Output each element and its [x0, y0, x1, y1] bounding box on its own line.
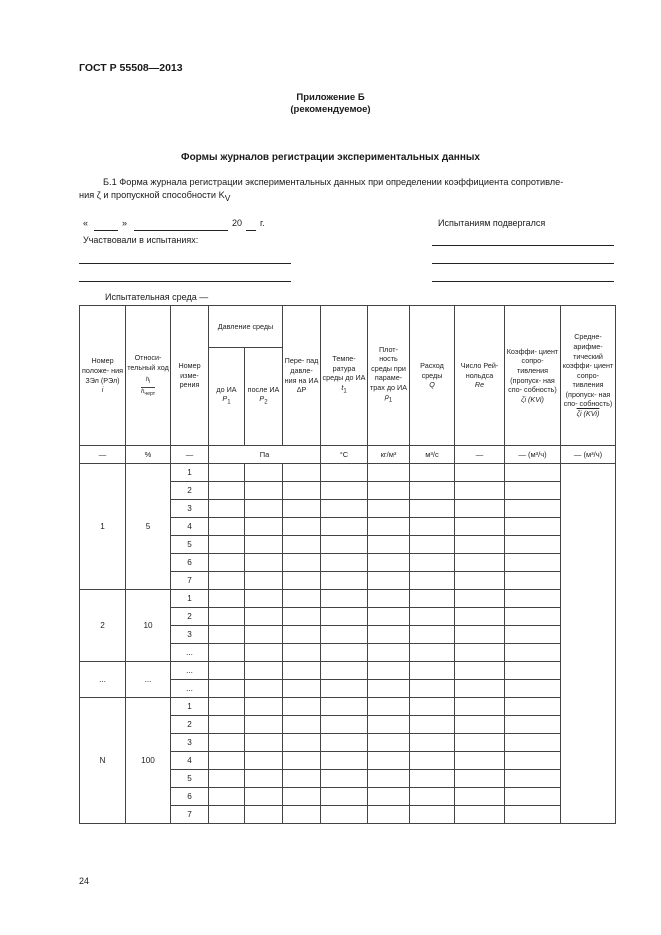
position-cell: 1 [80, 464, 126, 590]
unit-cell: Па [209, 446, 321, 464]
entry-cell[interactable] [410, 806, 455, 824]
section-title: Формы журналов регистрации экспериментальных данных [181, 152, 480, 163]
entry-cell[interactable] [368, 608, 410, 626]
header-mean-sym: ζi (KVi) [576, 409, 600, 419]
entry-cell[interactable] [321, 734, 368, 752]
entry-cell[interactable] [209, 536, 245, 554]
entry-cell[interactable] [410, 626, 455, 644]
entry-cell[interactable] [410, 590, 455, 608]
entry-cell[interactable] [455, 770, 505, 788]
entry-cell[interactable] [410, 698, 455, 716]
entry-cell[interactable] [368, 716, 410, 734]
entry-cell[interactable] [505, 626, 561, 644]
header-after-sub: 2 [264, 399, 268, 406]
measure-cell: 6 [171, 554, 209, 572]
unit-cell: — [171, 446, 209, 464]
header-drop-text: Пере- пад давле- ния на ИА [284, 356, 319, 385]
header-temp [321, 306, 368, 446]
measure-cell: 3 [171, 500, 209, 518]
quote-close: » [122, 218, 128, 228]
mean-value-cell[interactable] [561, 464, 616, 824]
entry-cell[interactable] [245, 518, 283, 536]
entry-cell[interactable] [321, 518, 368, 536]
entry-cell[interactable] [209, 590, 245, 608]
entry-cell[interactable] [368, 482, 410, 500]
table-row [80, 698, 616, 716]
entry-cell[interactable] [505, 680, 561, 698]
entry-cell[interactable] [321, 464, 368, 482]
frac-num: h [145, 376, 150, 384]
header-before-sub: 1 [227, 399, 231, 406]
entry-cell[interactable] [321, 680, 368, 698]
entry-cell[interactable] [283, 590, 321, 608]
entry-cell[interactable] [455, 644, 505, 662]
entry-cell[interactable] [245, 716, 283, 734]
stroke-cell: 5 [126, 464, 171, 590]
entry-cell[interactable] [209, 752, 245, 770]
entry-cell[interactable] [455, 806, 505, 824]
entry-cell[interactable] [410, 500, 455, 518]
entry-cell[interactable] [283, 734, 321, 752]
unit-cell: — [455, 446, 505, 464]
unit-cell: °C [321, 446, 368, 464]
header-drop [283, 306, 321, 446]
measure-cell: 2 [171, 608, 209, 626]
measure-cell: 3 [171, 734, 209, 752]
entry-cell[interactable] [455, 500, 505, 518]
entry-cell[interactable] [410, 464, 455, 482]
entry-cell[interactable] [505, 608, 561, 626]
entry-cell[interactable] [321, 482, 368, 500]
entry-cell[interactable] [283, 626, 321, 644]
header-pressure: Давление среды [209, 306, 283, 348]
year-prefix: 20 [232, 218, 243, 228]
tested-line-2[interactable] [432, 263, 614, 264]
entry-cell[interactable] [505, 464, 561, 482]
header-rel-stroke [126, 306, 171, 446]
entry-cell[interactable] [245, 482, 283, 500]
entry-cell[interactable] [245, 464, 283, 482]
entry-cell[interactable] [455, 716, 505, 734]
entry-cell[interactable] [505, 788, 561, 806]
entry-cell[interactable] [245, 536, 283, 554]
entry-cell[interactable] [245, 662, 283, 680]
day-line[interactable] [94, 230, 118, 231]
entry-cell[interactable] [455, 464, 505, 482]
entry-cell[interactable] [245, 590, 283, 608]
entry-cell[interactable] [505, 572, 561, 590]
entry-cell[interactable] [505, 716, 561, 734]
header-row-1 [80, 306, 616, 348]
entry-cell[interactable] [245, 626, 283, 644]
measure-cell: 5 [171, 770, 209, 788]
header-flow [410, 306, 455, 446]
entry-cell[interactable] [209, 734, 245, 752]
entry-cell[interactable] [321, 500, 368, 518]
entry-cell[interactable] [321, 716, 368, 734]
entry-cell[interactable] [368, 518, 410, 536]
entry-cell[interactable] [321, 590, 368, 608]
entry-cell[interactable] [505, 734, 561, 752]
header-position [80, 306, 126, 446]
entry-cell[interactable] [505, 698, 561, 716]
table-row [80, 662, 616, 680]
entry-cell[interactable] [283, 806, 321, 824]
table-row [80, 464, 616, 482]
unit-cell: % [126, 446, 171, 464]
entry-cell[interactable] [245, 500, 283, 518]
entry-cell[interactable] [455, 572, 505, 590]
entry-cell[interactable] [368, 752, 410, 770]
entry-cell[interactable] [209, 716, 245, 734]
participants-label: Участвовали в испытаниях: [83, 235, 199, 245]
unit-cell: — (м³/ч) [505, 446, 561, 464]
header-mean [561, 306, 616, 446]
entry-cell[interactable] [209, 572, 245, 590]
entry-cell[interactable] [209, 554, 245, 572]
entry-cell[interactable] [321, 572, 368, 590]
measure-cell: 3 [171, 626, 209, 644]
entry-cell[interactable] [245, 572, 283, 590]
document-code: ГОСТ Р 55508—2013 [79, 62, 183, 74]
header-before [209, 348, 245, 446]
header-after-text: после ИА [247, 384, 280, 394]
entry-cell[interactable] [245, 734, 283, 752]
measure-cell: 1 [171, 464, 209, 482]
header-reynolds-sym: Re [474, 380, 485, 390]
entry-cell[interactable] [505, 752, 561, 770]
appendix-subtitle: (рекомендуемое) [290, 104, 371, 115]
measure-cell: 5 [171, 536, 209, 554]
entry-cell[interactable] [321, 806, 368, 824]
header-density-sym: ρ [384, 392, 389, 402]
entry-cell[interactable] [245, 806, 283, 824]
entry-cell[interactable] [410, 518, 455, 536]
header-before-text: до ИА [216, 384, 237, 394]
entry-cell[interactable] [209, 518, 245, 536]
entry-cell[interactable] [455, 590, 505, 608]
entry-cell[interactable] [505, 806, 561, 824]
entry-cell[interactable] [410, 734, 455, 752]
entry-cell[interactable] [368, 788, 410, 806]
entry-cell[interactable] [368, 536, 410, 554]
measure-cell: 4 [171, 518, 209, 536]
unit-cell: м³/с [410, 446, 455, 464]
appendix-title: Приложение Б [296, 92, 365, 103]
entry-cell[interactable] [455, 680, 505, 698]
entry-cell[interactable] [245, 680, 283, 698]
entry-cell[interactable] [455, 608, 505, 626]
entry-cell[interactable] [368, 572, 410, 590]
year-line[interactable] [246, 230, 256, 231]
entry-cell[interactable] [209, 662, 245, 680]
tested-line-3[interactable] [432, 281, 614, 282]
unit-cell: — [80, 446, 126, 464]
measure-cell: ... [171, 662, 209, 680]
frac-den: h [140, 387, 145, 395]
header-drop-sym: ΔP [296, 385, 307, 395]
entry-cell[interactable] [410, 608, 455, 626]
entry-cell[interactable] [321, 554, 368, 572]
header-before-sym: P [222, 394, 228, 404]
entry-cell[interactable] [410, 716, 455, 734]
medium-label: Испытательная среда — [105, 292, 209, 302]
entry-cell[interactable] [368, 500, 410, 518]
entry-cell[interactable] [410, 788, 455, 806]
journal-table [79, 305, 616, 824]
unit-cell: — (м³/ч) [561, 446, 616, 464]
entry-cell[interactable] [455, 482, 505, 500]
measure-cell: ... [171, 680, 209, 698]
entry-cell[interactable] [209, 806, 245, 824]
entry-cell[interactable] [410, 554, 455, 572]
entry-cell[interactable] [368, 662, 410, 680]
entry-cell[interactable] [283, 572, 321, 590]
entry-cell[interactable] [321, 698, 368, 716]
entry-cell[interactable] [455, 554, 505, 572]
header-measure-no: Номер изме- рения [171, 306, 209, 446]
entry-cell[interactable] [410, 482, 455, 500]
entry-cell[interactable] [245, 788, 283, 806]
entry-cell[interactable] [245, 698, 283, 716]
unit-cell: кг/м³ [368, 446, 410, 464]
header-position-var: i [101, 385, 104, 395]
measure-cell: 2 [171, 716, 209, 734]
entry-cell[interactable] [283, 680, 321, 698]
paragraph-cont: ния ζ и пропускной способности K [79, 190, 225, 200]
measure-cell: ... [171, 644, 209, 662]
entry-cell[interactable] [321, 662, 368, 680]
paragraph-cont-sub: V [224, 192, 231, 203]
entry-cell[interactable] [410, 662, 455, 680]
measure-cell: 2 [171, 482, 209, 500]
entry-cell[interactable] [283, 464, 321, 482]
entry-cell[interactable] [283, 788, 321, 806]
entry-cell[interactable] [283, 608, 321, 626]
header-after-sym: P [259, 394, 265, 404]
quote-open: « [83, 218, 89, 228]
entry-cell[interactable] [209, 644, 245, 662]
frac-num-sub: i [149, 379, 151, 386]
position-cell: N [80, 698, 126, 824]
entry-cell[interactable] [505, 518, 561, 536]
header-reynolds-text: Число Рей- нольдса [460, 361, 499, 380]
entry-cell[interactable] [505, 770, 561, 788]
entry-cell[interactable] [283, 482, 321, 500]
entry-cell[interactable] [321, 536, 368, 554]
entry-cell[interactable] [455, 788, 505, 806]
entry-cell[interactable] [321, 626, 368, 644]
entry-cell[interactable] [321, 644, 368, 662]
month-line[interactable] [134, 230, 228, 231]
entry-cell[interactable] [505, 500, 561, 518]
entry-cell[interactable] [245, 644, 283, 662]
year-suffix: г. [260, 218, 265, 228]
entry-cell[interactable] [209, 464, 245, 482]
entry-cell[interactable] [410, 572, 455, 590]
entry-cell[interactable] [455, 734, 505, 752]
header-rel-stroke-text: Относи- тельный ход [127, 353, 169, 372]
header-after [245, 348, 283, 446]
header-temp-text: Темпе- ратура среды до ИА [322, 354, 366, 383]
entry-cell[interactable] [368, 770, 410, 788]
entry-cell[interactable] [505, 554, 561, 572]
measure-cell: 6 [171, 788, 209, 806]
entry-cell[interactable] [455, 536, 505, 554]
entry-cell[interactable] [209, 608, 245, 626]
entry-cell[interactable] [505, 482, 561, 500]
entry-cell[interactable] [455, 698, 505, 716]
entry-cell[interactable] [410, 680, 455, 698]
header-flow-text: Расход среды [420, 361, 444, 380]
entry-cell[interactable] [321, 752, 368, 770]
entry-cell[interactable] [321, 608, 368, 626]
entry-cell[interactable] [283, 500, 321, 518]
entry-cell[interactable] [505, 536, 561, 554]
entry-cell[interactable] [283, 698, 321, 716]
entry-cell[interactable] [209, 482, 245, 500]
appendix-heading [0, 92, 661, 116]
header-mean-text: Средне- арифме- тический коэффи- циент сопро- тивления (пропуск- ная спо- собность) [562, 332, 614, 409]
entry-cell[interactable] [283, 716, 321, 734]
entry-cell[interactable] [209, 626, 245, 644]
entry-cell[interactable] [209, 788, 245, 806]
header-coef-sym: ζi (KVi) [521, 394, 544, 404]
entry-cell[interactable] [321, 788, 368, 806]
stroke-cell: 10 [126, 590, 171, 662]
header-temp-sub: 1 [343, 388, 347, 395]
measure-cell: 7 [171, 806, 209, 824]
entry-cell[interactable] [410, 752, 455, 770]
entry-cell[interactable] [209, 680, 245, 698]
entry-cell[interactable] [321, 770, 368, 788]
measure-cell: 1 [171, 698, 209, 716]
paragraph-lead: Б.1 Форма журнала регистрации экспериментальных данных при определении коэффициента сопротивле- [103, 177, 564, 187]
rel-stroke-fraction [127, 376, 169, 397]
entry-cell[interactable] [283, 770, 321, 788]
entry-cell[interactable] [283, 536, 321, 554]
entry-cell[interactable] [505, 662, 561, 680]
entry-cell[interactable] [368, 464, 410, 482]
entry-cell[interactable] [455, 518, 505, 536]
table-row [80, 590, 616, 608]
participants-line-1[interactable] [79, 263, 291, 264]
entry-cell[interactable] [209, 770, 245, 788]
entry-cell[interactable] [283, 752, 321, 770]
entry-cell[interactable] [505, 590, 561, 608]
position-cell: 2 [80, 590, 126, 662]
header-density [368, 306, 410, 446]
position-cell: ... [80, 662, 126, 698]
page-number: 24 [79, 876, 90, 886]
entry-cell[interactable] [245, 554, 283, 572]
tested-label: Испытаниям подвергался [438, 218, 546, 228]
entry-cell[interactable] [368, 554, 410, 572]
measure-cell: 1 [171, 590, 209, 608]
entry-cell[interactable] [410, 644, 455, 662]
entry-cell[interactable] [410, 536, 455, 554]
entry-cell[interactable] [368, 590, 410, 608]
entry-cell[interactable] [209, 500, 245, 518]
entry-cell[interactable] [283, 554, 321, 572]
measure-cell: 4 [171, 752, 209, 770]
header-density-sub: 1 [388, 397, 393, 404]
entry-cell[interactable] [455, 752, 505, 770]
entry-cell[interactable] [368, 698, 410, 716]
entry-cell[interactable] [209, 698, 245, 716]
entry-cell[interactable] [368, 680, 410, 698]
entry-cell[interactable] [505, 644, 561, 662]
stroke-cell: 100 [126, 698, 171, 824]
entry-cell[interactable] [245, 608, 283, 626]
entry-cell[interactable] [455, 662, 505, 680]
entry-cell[interactable] [283, 518, 321, 536]
entry-cell[interactable] [368, 734, 410, 752]
header-reynolds [455, 306, 505, 446]
frac-den-sub: черт [144, 390, 156, 397]
header-coef-text: Коэффи- циент сопро- тивления (пропуск- ная спо- собность) [506, 346, 559, 395]
entry-cell[interactable] [245, 752, 283, 770]
entry-cell[interactable] [283, 662, 321, 680]
stroke-cell: ... [126, 662, 171, 698]
header-density-text: Плот- ность среды при параме- трах до ИА [369, 344, 408, 392]
header-flow-sym: Q [429, 380, 435, 390]
header-coef [505, 306, 561, 446]
tested-line-1[interactable] [432, 245, 614, 246]
entry-cell[interactable] [368, 806, 410, 824]
header-position-text: Номер положе- ния ЗЭл (РЭл) [82, 356, 123, 385]
measure-cell: 7 [171, 572, 209, 590]
entry-cell[interactable] [283, 644, 321, 662]
units-row [80, 446, 616, 464]
paragraph [79, 176, 619, 205]
header-temp-sym: t [341, 382, 344, 392]
participants-line-2[interactable] [79, 281, 291, 282]
entry-cell[interactable] [245, 770, 283, 788]
entry-cell[interactable] [368, 644, 410, 662]
entry-cell[interactable] [455, 626, 505, 644]
entry-cell[interactable] [410, 770, 455, 788]
entry-cell[interactable] [368, 626, 410, 644]
